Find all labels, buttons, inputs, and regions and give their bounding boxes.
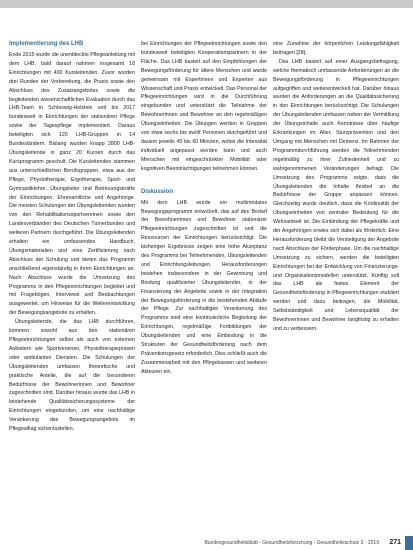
column-right bbox=[273, 40, 399, 334]
column-middle bbox=[141, 40, 267, 377]
header-band bbox=[0, 0, 413, 8]
paragraph: Ende 2015 wurde die unentdeckte Pflegeanleitung mit dem LHB, bald darauf nahmen insgesamt 18 Einrichtungen mit 400 Kursleitenden. Zuvor wurden drei Runden der Vorbereitung, die Praxis sowie den Abschluss des Zusatzangebotes sowie die begleitenden wissenschaftlichen Evaluation durch das LHB-Team in Schleswig-Holstein und bis 2017 bundesweit in Einrichtungen der stationären Pflege sowie der Tagespflege implementiert. Daraus beteiligten sich 120 LHB-Gruppen in 14 Bundesländern. Bislang wurden knapp 2800 LHB-Übungsleitende in ganz 20 Kursen durch das Kursprogramm geschult. Die Kursleitenden stammen aus unterschiedlichen Berufsgruppen, etwa aus der Pflege, Physiotherapie, Ergotherapie, Sport- und Gymnastiklehre, Übungsleiter und Betreuungskräfte der Einrichtungen, Ehrenamtliche und Angehörige. Die meisten Schulungen der Übungsleitenden wurden von den Rehabilitationssportvereinen sowie den Landesverbänden des Deutschen Turnerbundes und weiteren Partnern durchgeführt. Die Übungsleitenden erhalten ein umfassendes Handbuch, Übungsmaterialien und eine Zertifizierung nach Abschluss der Schulung und bieten das Programm anschließend eigenständig in ihren Einrichtungen an. Nach Abschluss wurde die Umsetzung des Programms in den Pflegeeinrichtungen begleitet und mit Fragebögen, Interviews und Beobachtungen ausgewertet, um Hinweise für die Weiterentwicklung der Bewegungsangebote zu erhalten. bbox=[9, 52, 135, 317]
paragraph: bei Einrichtungen der Pflegeeinrichtungen sowie den bundesweit beteiligten Kooperationspartnern in der Fläche. Das LHB basiert auf den Empfehlungen der Bewegungsförderung für ältere Menschen und wurde gemeinsam mit Expertinnen und Experten aus Wissenschaft und Praxis entwickelt. Das Personal der Pflegeeinrichtungen wird in die Durchführung eingebunden und unterstützt die Teilnahme der Bewohnerinnen und Bewohner an den regelmäßigen Übungseinheiten. Die Übungen werden in Gruppen von etwa sechs bis zwölf Personen durchgeführt und dauern jeweils 45 bis 60 Minuten, wobei die Intensität individuell angepasst werden kann und auch Menschen mit eingeschränkter Mobilität oder kognitiven Beeinträchtigungen teilnehmen können. bbox=[141, 41, 267, 172]
paragraph: Das LHB basiert auf einer Ausgangsbefragung, welche thematisch umfassende Anforderungen an die Bewegungsförderung in Pflegeeinrichtungen aufgegriffen und weiterentwickelt hat. Darüber hinaus wurden die Anforderungen an die Qualitätssicherung in den Einrichtungen berücksichtigt. Die Schulungen der Übungsleitenden umfassen neben der Vermittlung der Übungsinhalte auch Kenntnisse über häufige Erkrankungen im Alter, Sturzprävention und den Umgang mit Menschen mit Demenz. Im Rahmen der Programmdurchführung werden die Teilnehmenden regelmäßig zu ihrer Zufriedenheit und zu wahrgenommenen Veränderungen befragt. Die Umsetzung des Programms zeigte, dass die Übungsleitenden die Inhalte flexibel an die Bedürfnisse der Gruppe anpassen können. Gleichzeitig wurde deutlich, dass die Kontinuität der Übungseinheiten von zentraler Bedeutung für die Wirksamkeit ist. Die Einbindung der Pflegekräfte und der Angehörigen erwies sich dabei als förderlich. Eine Herausforderung bleibt die Verstetigung der Angebote nach Abschluss der Förderphase. Um die nachhaltige Umsetzung zu sichern, werden die beteiligten Einrichtungen bei der Entwicklung von Finanzierungs- und Organisationsmodellen unterstützt. Künftig soll das LHB als festes Element der Gesundheitsförderung in Pflegeeinrichtungen etabliert werden und dazu beitragen, die Mobilität, Selbstständigkeit und Lebensqualität der Bewohnerinnen und Bewohner langfristig zu erhalten und zu verbessern. bbox=[273, 58, 399, 332]
article-body bbox=[9, 40, 409, 520]
journal-citation: Bundesgesundheitsblatt - Gesundheitsforschung - Gesundheitsschutz 3 · 2019 bbox=[204, 540, 379, 546]
paragraph: Übungsleitende, die das LHB durchführen, kommen sowohl aus den stationären Pflegeeinrichtungen selbst als auch von externen Anbietern wie Sportvereinen, Physiotherapiepraxen oder ambulanten Diensten. Die Schulungen der Übungsleitenden umfassen theoretische und praktische Anteile, die auf die besonderen Bedürfnisse der Bewohnerinnen und Bewohner zugeschnitten sind. Darüber hinaus wurde das LHB in bestehende Qualitätssicherungssysteme der Einrichtungen eingebunden, um eine nachhaltige Verankerung des Bewegungsangebots im Pflegealltag sicherzustellen. bbox=[9, 319, 135, 433]
footer-accent-bar bbox=[405, 536, 413, 550]
page-footer bbox=[0, 536, 413, 550]
section-heading-diskussion: Diskussion bbox=[141, 188, 174, 195]
paragraph: Mit dem LHB wurde ein multimodales Bewegungsprogramm entwickelt, das auf den Bedarf der Bewohnerinnen und Bewohner stationärer Pflegeeinrichtungen zugeschnitten ist und die Ressourcen der Einrichtungen berücksichtigt. Die bisherigen Ergebnisse zeigen eine hohe Akzeptanz des Programms bei Teilnehmenden, Übungsleitenden und Einrichtungsleitungen. Herausforderungen bestehen insbesondere in der Gewinnung und Bindung qualifizierter Übungsleitender, in der Finanzierung der Angebote sowie in der Integration der Bewegungsförderung in die bestehenden Abläufe der Pflege. Zur nachhaltigen Verankerung des Programms sind eine kontinuierliche Begleitung der Einrichtungen, regelmäßige Fortbildungen der Übungsleitenden und eine Einbindung in die Strukturen der Gesundheitsförderung nach dem Präventionsgesetz erforderlich. Dies schließt auch die Zusammenarbeit mit den Pflegekassen und weiteren Akteuren ein. bbox=[141, 199, 267, 375]
page-number: 271 bbox=[389, 539, 401, 546]
column-left bbox=[9, 40, 135, 434]
section-heading-implementierung: Implementierung des LHB bbox=[9, 41, 84, 47]
paragraph: eine Zunahme der körperlichen Leistungsfähigkeit beitragen [28]. bbox=[273, 41, 399, 56]
